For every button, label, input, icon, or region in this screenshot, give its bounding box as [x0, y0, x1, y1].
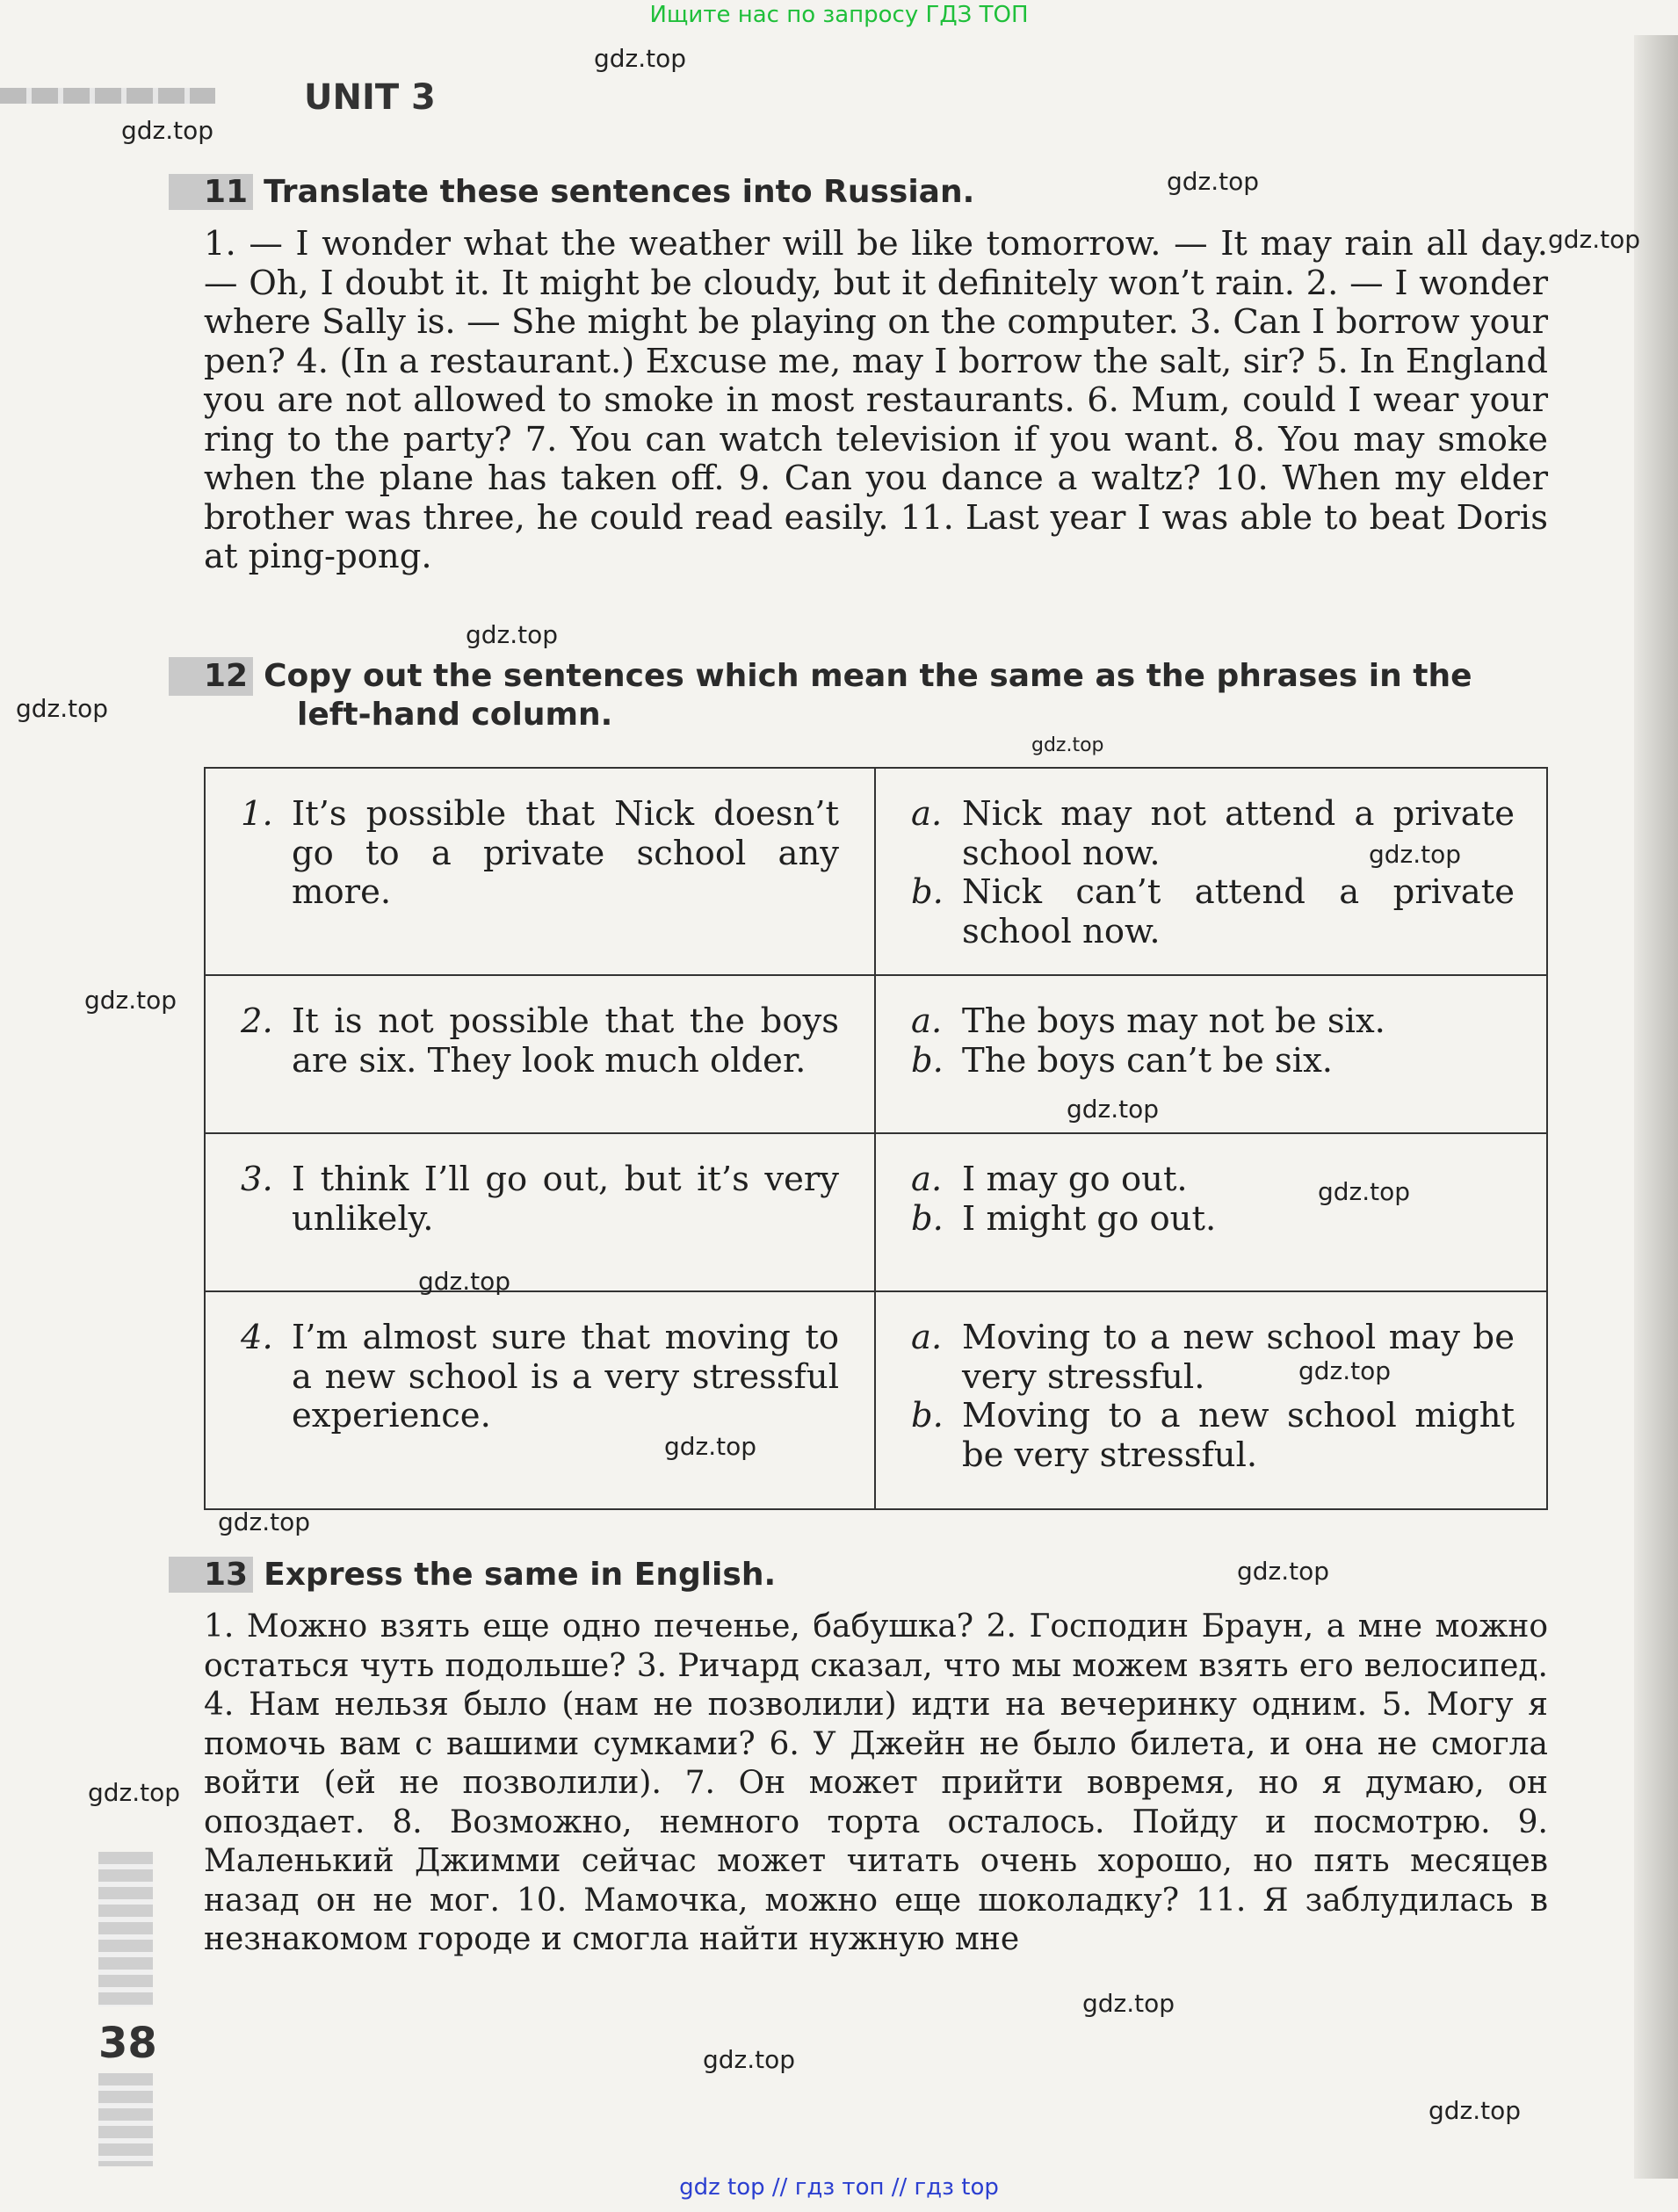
option-text: The boys may not be six.: [962, 1001, 1385, 1041]
margin-decoration-upper: [98, 1852, 153, 2006]
exercise-11-text: 1. — I wonder what the weather will be like tomorrow. — It may rain all day. — Oh, I doubt it. It might be cloudy, but it definitely won’t rain. 2. — I wonder where Sally is. — She might be playing on the computer. 3. Can I borrow your pen? 4. (In a restaurant.) Excuse me, may I borrow the salt, sir? 5. In England you are not allowed to smoke in most restaurants. 6. Mum, could I wear your ring to the party? 7. You can watch television if you want. 8. You may smoke when the plane has taken off. 9. Can you dance a waltz? 10. When my elder brother was three, he could read easily. 11. Last year I was able to beat Doris at ping-pong.: [204, 224, 1548, 576]
option-text: Nick may not attend a private school now.: [962, 794, 1515, 873]
option-label: a.: [911, 1160, 943, 1199]
watermark: gdz.top: [1031, 734, 1104, 756]
option-text: I may go out.: [962, 1160, 1188, 1199]
watermark: gdz.top: [594, 44, 687, 73]
top-banner[interactable]: Ищите нас по запросу ГДЗ ТОП: [649, 2, 1029, 28]
unit-title: UNIT 3: [304, 77, 436, 118]
page-edge-shadow: [1634, 35, 1678, 2179]
bottom-banner[interactable]: gdz top // гдз топ // гдз top: [679, 2174, 999, 2201]
option-label: a.: [911, 794, 943, 834]
watermark: gdz.top: [1298, 1356, 1392, 1385]
exercise-11-heading: [204, 174, 974, 210]
watermark: gdz.top: [1548, 225, 1641, 254]
watermark: gdz.top: [664, 1432, 757, 1461]
phrase-text: It is not possible that the boys are six. They look much older.: [292, 1001, 840, 1081]
exercise-13-heading: [204, 1557, 776, 1593]
table-row: [206, 1292, 1546, 1508]
unit-header-bar: [0, 88, 215, 104]
option-label: b.: [911, 1198, 944, 1239]
watermark: gdz.top: [218, 1507, 311, 1536]
option-text: Nick can’t attend a private school now.: [962, 872, 1515, 951]
table-left-cell: [206, 1292, 876, 1508]
watermark: gdz.top: [1067, 1095, 1160, 1124]
watermark: gdz.top: [16, 694, 109, 723]
watermark: gdz.top: [84, 986, 177, 1015]
watermark: gdz.top: [418, 1267, 511, 1296]
exercise-13-number: 13: [169, 1557, 253, 1593]
option-text: I might go out.: [962, 1198, 1217, 1239]
watermark: gdz.top: [121, 116, 214, 145]
exercise-13-text: 1. Можно взять еще одно печенье, бабушка? 2. Господин Браун, а мне можно остаться чуть подольше? 3. Ричард сказал, что мы можем взять его велосипед. 4. Нам нельзя было (нам не позволили) идти на вечеринку одним. 5. Могу я помочь вам с вашими сумками? 6. У Джейн не было билета, и она не смогла войти (ей не позволили). 7. Он может прийти вовремя, но я думаю, он опоздает. 8. Возможно, немного торта осталось. Пойду и посмотрю. 9. Маленький Джимми сейчас может читать очень хорошо, но пять месяцев назад он не мог. 10. Мамочка, можно еще шоколадку? 11. Я заблудилась в незнакомом городе и смогла найти нужную мне: [204, 1608, 1548, 1957]
watermark: gdz.top: [703, 2045, 796, 2074]
option-text: Moving to a new school might be very stressful.: [962, 1396, 1515, 1475]
row-number: 1.: [241, 794, 273, 834]
watermark: gdz.top: [88, 1778, 181, 1807]
row-number: 3.: [241, 1160, 273, 1199]
watermark: gdz.top: [1428, 2096, 1522, 2125]
option-label: b.: [911, 1040, 944, 1081]
exercise-12-heading: [204, 657, 1472, 734]
watermark: gdz.top: [1167, 167, 1260, 196]
table-left-cell: [206, 976, 876, 1132]
option-label: a.: [911, 1318, 943, 1357]
table-left-cell: [206, 769, 876, 974]
table-right-cell: [876, 1292, 1546, 1508]
watermark: gdz.top: [1318, 1177, 1411, 1206]
option-label: a.: [911, 1001, 943, 1041]
option-text: Moving to a new school may be very stressful.: [962, 1318, 1515, 1397]
option-label: b.: [911, 872, 944, 912]
exercise-13-title: Express the same in English.: [264, 1557, 777, 1593]
exercise-11-title: Translate these sentences into Russian.: [264, 174, 975, 210]
exercise-12-table: [204, 767, 1548, 1510]
table-left-cell: [206, 1134, 876, 1290]
exercise-12-number: 12: [169, 657, 253, 696]
phrase-text: I think I’ll go out, but it’s very unlikely.: [292, 1160, 840, 1239]
table-right-cell: [876, 976, 1546, 1132]
row-number: 2.: [241, 1001, 273, 1041]
table-row: [206, 1134, 1546, 1292]
table-right-cell: [876, 769, 1546, 974]
option-text: The boys can’t be six.: [962, 1040, 1334, 1081]
watermark: gdz.top: [1369, 840, 1462, 869]
table-right-cell: [876, 1134, 1546, 1290]
watermark: gdz.top: [1237, 1557, 1330, 1586]
watermark: gdz.top: [466, 620, 559, 649]
row-number: 4.: [241, 1318, 273, 1357]
phrase-text: I’m almost sure that moving to a new school is a very stressful experience.: [292, 1318, 840, 1435]
margin-decoration-lower: [98, 2073, 153, 2166]
exercise-11-number: 11: [169, 174, 253, 210]
watermark: gdz.top: [1082, 1989, 1175, 2018]
phrase-text: It’s possible that Nick doesn’t go to a private school any more.: [292, 794, 840, 912]
table-row: [206, 769, 1546, 976]
exercise-12-title-line1: Copy out the sentences which mean the same as the phrases in the: [264, 658, 1472, 694]
table-row: [206, 976, 1546, 1134]
option-label: b.: [911, 1396, 944, 1435]
exercise-12-title-line2: left-hand column.: [297, 697, 613, 733]
page-number: 38: [98, 2019, 157, 2068]
